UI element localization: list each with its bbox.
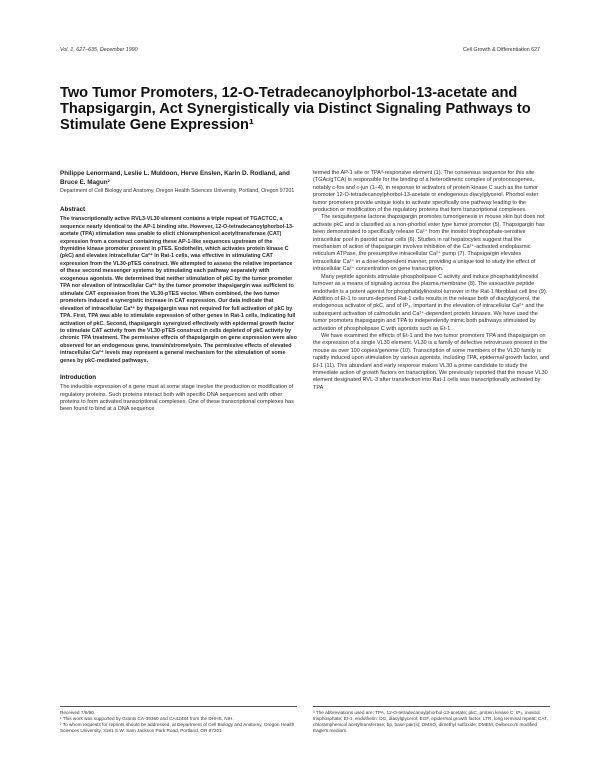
introduction-heading: Introduction <box>60 374 97 382</box>
running-header-right: Cell Growth & Differentiation 627 <box>462 47 540 53</box>
footnotes-left <box>60 706 297 734</box>
running-header-left: Vol. 1, 627–635, December 1990 <box>60 47 138 53</box>
abstract-heading: Abstract <box>60 206 86 214</box>
abstract-text: The transcriptionally active RVL3-VL30 element contains a triple repeat of TGACTCC, a sequence nearly identical to the AP-1 binding site. However, 12-O-tetradecanoylphorbol-13-acetate (TPA) stimulation was unable to elicit chloramphenicol acetyltransferase (CAT) expression from a construct containing these AP-1-like sequences upstream of the thymidine kinase promoter present in pTES. Endothelin, which activates protein kinase C (pkC) and elevates intracellular Ca²⁺ in Rat-1 cells, was effective in stimulating CAT expression from the VL30-pTES construct. We attempted to assess the relative importance of these second messenger systems by stimulating each pathway separately with exogenous agonists. We determined that neither stimulation of pkC by the tumor promoter TPA nor elevation of intracellular Ca²⁺ by the tumor promoter thapsigargin was sufficient to stimulate CAT expression from the VL30-pTES vector. When combined, the two tumor promoters induced a synergistic increase in CAT expression. Our data indicate that elevation of intracellular Ca²⁺ by thapsigargin was not required for full activation of pkC by TPA. First, TPA was able to stimulate expression of other genes in Rat-1 cells, indicating full activation of pkC. Second, thapsigargin synergized effectively with epidermal growth factor to stimulate CAT activity from the VL30-pTES construct in cells depleted of pkC activity by chronic TPA treatment. The permissive effects of thapsigargin on gene expression were also observed for an endogenous gene, transin/stromelysin. The permissive effects of elevated intracellular Ca²⁺ levels may represent a general mechanism for the stimulation of some genes by pkC-mediated pathways. <box>60 216 297 364</box>
affiliation: Department of Cell Biology and Anatomy, Oregon Health Sciences University, Portland, Oregon 97201 <box>60 188 295 195</box>
body-paragraph-2: The sesquiterpene lactone thapsigargin promotes tumorigenesis in mouse skin but does not activate pkC and is classified as a non-phorbol ester type tumor promoter (5). Thapsigargin has been demonstrated to specifically release Ca²⁺ from the inositol trisphosphate-sensitive intracellular pool in parotid acinar cells (6). Studies in rat hepatocytes suggest that the mechanism of action of thapsigargin involves inhibition of the Ca²⁺-activated endoplasmic reticulum ATPase, the presumptive intracellular Ca²⁺ pump (7). Thapsigargin elevates intracellular Ca²⁺ in a dose-dependent manner, providing a unique tool to study the effect of intracellular Ca²⁺ concentration on gene transcription. <box>313 214 545 273</box>
body-paragraph-4: We have examined the effects of Et-1 and the two tumor promoters TPA and thapsigargin on the expression of a single VL30 element. VL30 is a family of defective retroviruses present in the mouse as over 100 copies/genome (10). Transcription of some members of the VL30 family is rapidly induced upon stimulation by various agonists, including TPA, epidermal growth factor, and Et-1 (11). This abundant and early response makes VL30 a prime candidate to study the immediate action of growth factors on transcription. We previously reported that the mouse VL30 element designated RVL-3 after transfection into Rat-1 cells was transcriptionally activated by TPA <box>313 332 550 391</box>
received-date: Received 7/6/90. <box>60 710 96 715</box>
right-column <box>313 170 550 392</box>
author-list: Philippe Lenormand, Leslie L. Muldoon, Herve Enslen, Karin D. Rodland, and Bruce E. Magun² <box>60 170 290 186</box>
footnote-1: ¹ This work was supported by Grants CA-39360 and CA42484 from the DHHS, NIH. <box>60 716 234 721</box>
footnote-3: ³ The abbreviations used are: TPA, 12-O-tetradecanoylphorbol-13-acetate; pkC, protein kinase C; IP₃, inositol trisphosphate; Et-1, endothelin; DG, diacylglycerol; EGF, epidermal growth factor; LTR, long terminal repeat; CAT, chloramphenicol acetyltransferase; bp, base pair(s); DMSO, dimethyl sulfoxide; DMEM, Dulbecco's modified Eagle's medium. <box>313 710 548 733</box>
body-paragraph-1: termed the AP-1 site or TPA³-responsive element (1). The consensus sequence for this site (TGAc/gTCA) is responsible for the binding of a heterodimeric complex of protooncogenes, notably c-fos and c-jun (1–4), in response to activators of protein kinase C such as the tumor promoter 12-O-tetradecanoylphorbol-13-acetate or endogenous diacylglycerol. Phorbol ester tumor promoters provide unique tools to activate specifically one pathway leading to the production or modification of the regulatory proteins that form transcriptional complexes. <box>313 170 539 214</box>
footnotes-right <box>313 706 550 734</box>
footnote-2: ² To whom requests for reprints should be addressed, at Department of Cell Biology and Anatomy, Oregon Health Sciences University, 3181 S.W. Sam Jackson Park Road, Portland, OR 97201. <box>60 722 295 733</box>
introduction-paragraph: The inducible expression of a gene must at some stage involve the production or modification of regulatory proteins. Such proteins interact both with specific DNA sequences and with other proteins to form activated transcriptional complexes. One of these transcriptional complexes has been found to bind at a DNA sequence <box>60 384 294 413</box>
body-paragraph-3: Many peptide agonists stimulate phospholipase C activity and induce phosphatidylinositol turnover as a means of signaling across the plasma membrane (8). The vasoactive peptide endothelin is a potent agonist for phosphatidylinositol turnover in the Rat-1 fibroblast cell line (9). Addition of Et-1 to serum-deprived Rat-1 cells results in the release both of diacylglycerol, the endogenous activator of pkC, and of IP₃, important in the elevation of intracellular Ca²⁺ and the subsequent activation of calmodulin and Ca²⁺-dependent protein kinases. We have used the tumor promoters thapsigargin and TPA to independently mimic both pathways stimulated by activation of phospholipase C with agonists such as Et-1. <box>313 273 548 332</box>
left-column <box>60 170 297 414</box>
article-title: Two Tumor Promoters, 12-O-Tetradecanoylphorbol-13-acetate and Thapsigargin, Act Synergistically via Distinct Signaling Pathways to Stimulate Gene Expression¹ <box>60 85 531 133</box>
